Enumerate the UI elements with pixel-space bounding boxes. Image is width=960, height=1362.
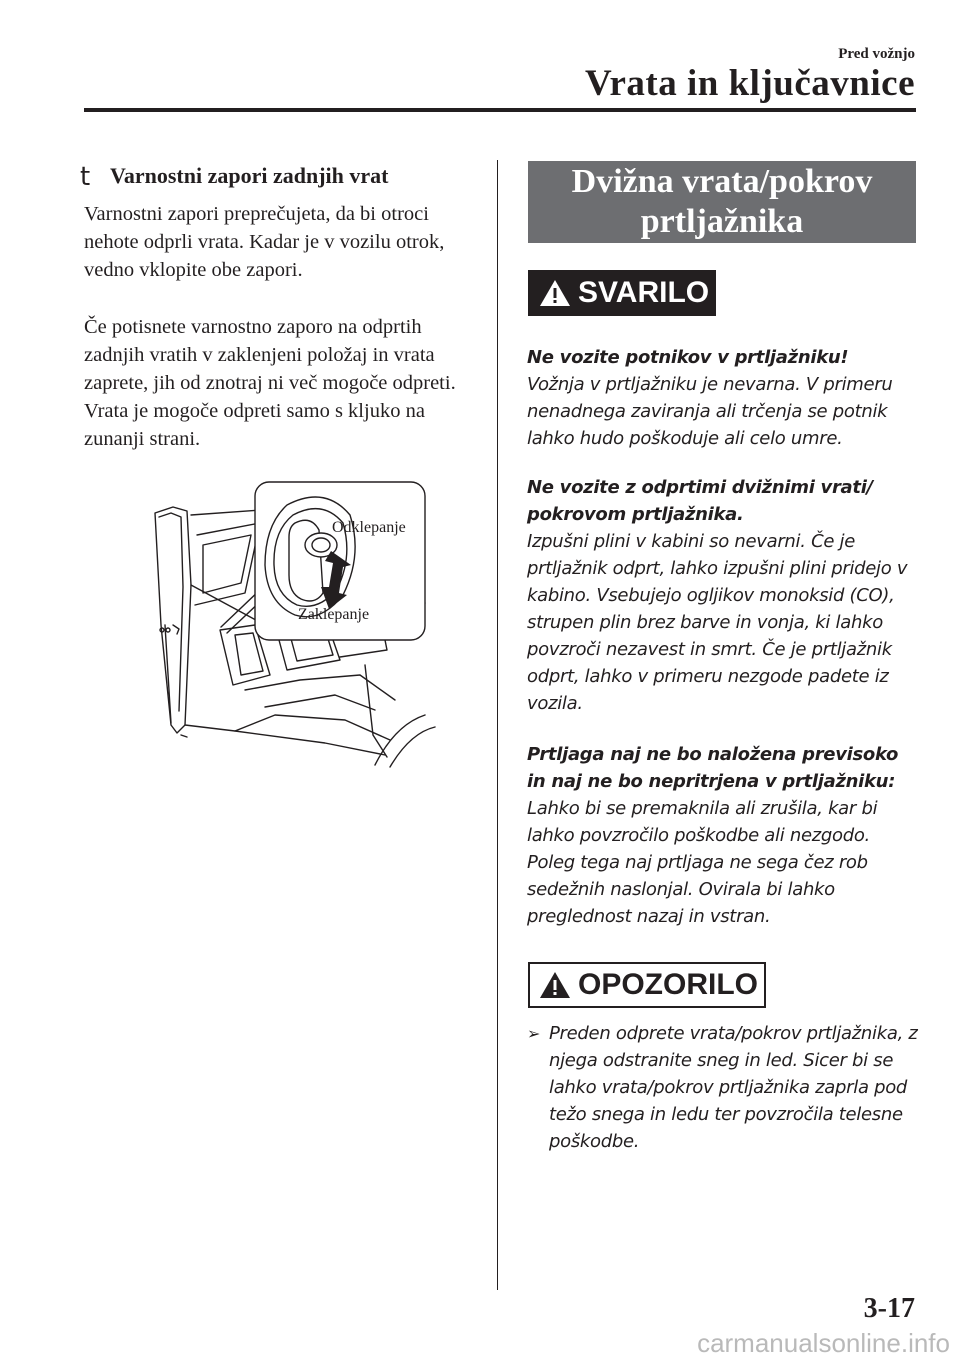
section-title-box: [528, 161, 916, 243]
section-title-line1: Dvižna vrata/pokrov: [571, 163, 873, 200]
page-number: 3-17: [863, 1293, 915, 1324]
column-divider: [497, 160, 498, 1290]
warning-item-3-heading: Prtljaga naj ne bo naložena previsoko in naj ne bo nepritrjena v prtljažniku:: [527, 744, 899, 792]
warning-item-1: [527, 344, 919, 452]
caution-bullet-text: Preden odprete vrata/pokrov prtljažnika, z njega odstranite sneg in led. Sicer bi se lahko vrata/pokrov prtljažnika zaprla pod težo snega in ledu ter povzročila telesne poškodbe.: [549, 1023, 918, 1152]
caution-bullet: [527, 1020, 919, 1155]
warning-triangle-icon: [538, 278, 572, 308]
paragraph-intro: Varnostni zapori preprečujeta, da bi otroci nehote odprli vrata. Kadar je v vozilu otrok, vedno vklopite obe zapori.: [84, 203, 445, 281]
warning-badge: [528, 270, 716, 316]
caution-label: OPOZORILO: [578, 968, 758, 1001]
section-heading: Varnostni zapori zadnjih vrat: [110, 163, 389, 188]
watermark: carmanualsonline.info: [697, 1328, 950, 1358]
bullet-arrow-icon: ➢: [527, 1024, 541, 1043]
child-lock-illustration: [125, 475, 445, 770]
warning-triangle-icon: [538, 970, 572, 1000]
paragraph-detail: Če potisnete varnostno zaporo na odprtih zadnjih vratih v zaklenjeni položaj in vrata zaprete, jih od znotraj ni več mogoče odpreti. Vrata je mogoče odpreti samo s kljuko na zunanji strani.: [84, 316, 456, 450]
warning-item-3-text: Lahko bi se premaknila ali zrušila, kar bi lahko povzročilo poškodbe ali nezgodo. Poleg tega naj prtljaga ne sega čez rob sedežnih naslonjal. Ovirala bi lahko preglednost nazaj in vstran.: [527, 798, 878, 927]
warning-label: SVARILO: [578, 276, 710, 309]
warning-item-2-text: Izpušni plini v kabini so nevarni. Če je prtljažnik odprt, lahko izpušni plini pridejo v kabino. Vsebujejo ogljikov monoksid (CO), strupen plin brez barve in vonja, ki lahko povzroči nezavest in smrt. Če je prtljažnik odprt, lahko v primeru nezgode padete iz vozila.: [527, 531, 908, 714]
warning-item-1-heading: Ne vozite potnikov v prtljažniku!: [527, 347, 849, 368]
warning-item-2-heading: Ne vozite z odprtimi dvižnimi vrati/ pokrovom prtljažnika.: [527, 477, 873, 525]
running-header-section: Pred vožnjo: [838, 46, 915, 62]
caution-badge: [528, 962, 766, 1008]
label-lock: Zaklepanje: [298, 606, 370, 623]
warning-item-1-text: Vožnja v prtljažniku je nevarna. V primeru nenadnega zaviranja ali trčenja se potnik lahko hudo poškoduje ali celo umre.: [527, 374, 893, 449]
warning-item-2: [527, 474, 919, 717]
section-title-line2: prtljažnika: [640, 203, 804, 240]
label-unlock: Odklepanje: [332, 519, 406, 536]
section-marker: t: [80, 162, 91, 192]
header-rule: [84, 108, 916, 112]
warning-item-3: [527, 741, 919, 930]
running-header-title: Vrata in ključavnice: [585, 63, 915, 104]
